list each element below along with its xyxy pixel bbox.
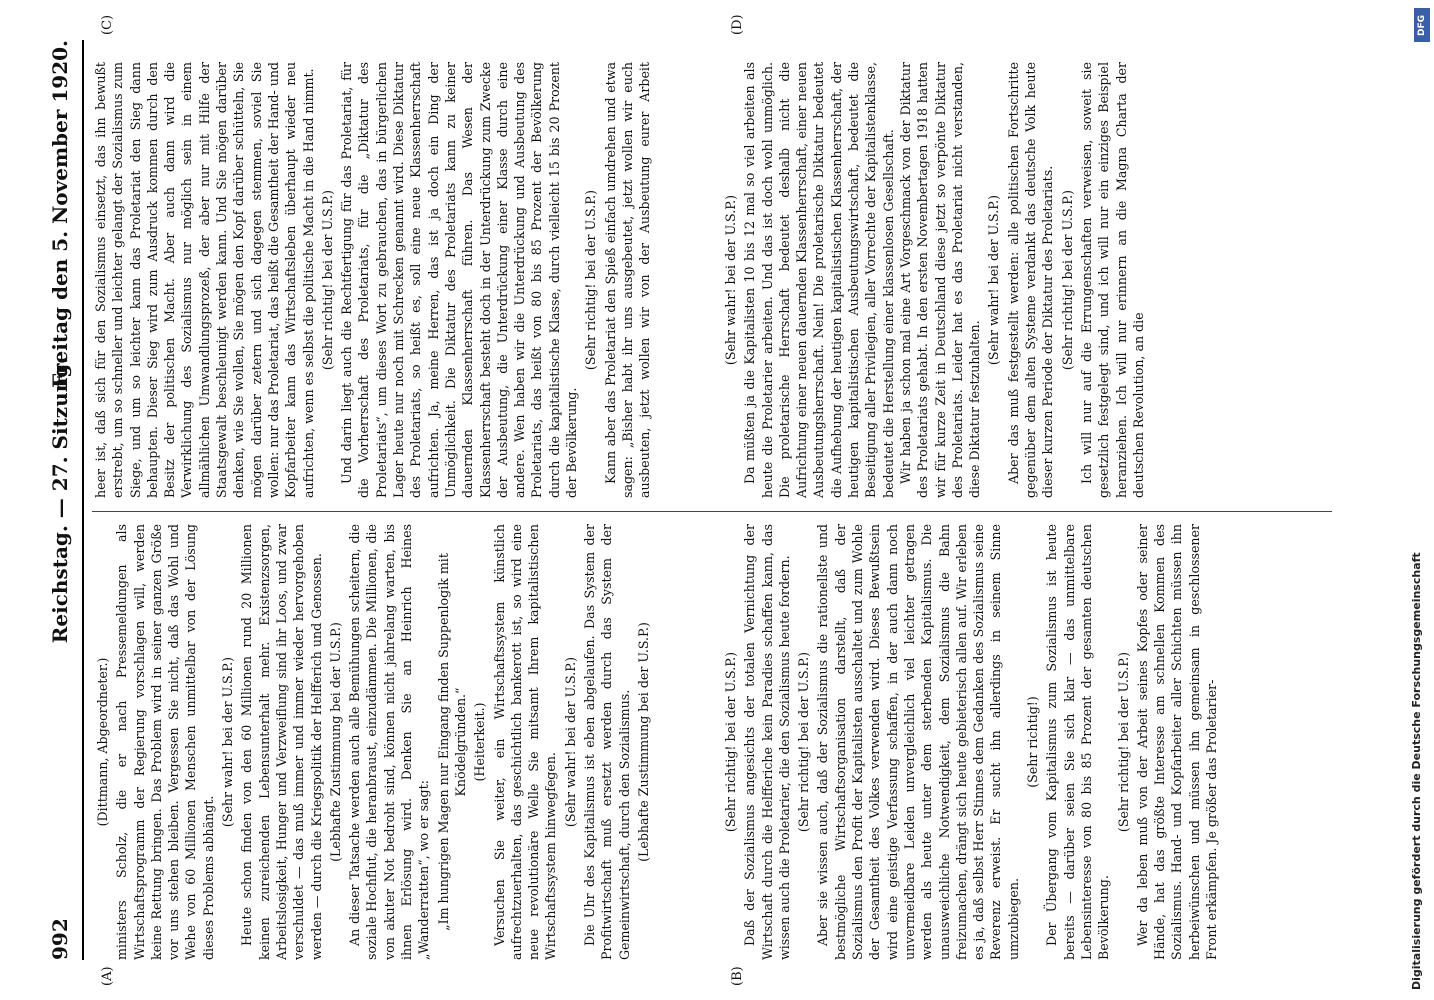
paragraph: Wer da leben muß von der Arbeit seines Kopfes oder seiner Hände, hat das größte Interesse am schnellen Kommen des Sozialismus. Hand- und Kopfarbeiter aller Schichten müssen ihn herbeiwünschen und müssen ihn gemeinsam in geschlossener Front erkämpfen. Je größer das Proletarier-: [1134, 524, 1220, 960]
interjection: (Sehr wahr! bei der U.S.P.): [562, 656, 578, 828]
paragraph: Kann aber das Proletariat den Spieß einfach umdrehen und etwa sagen: „Bisher habt ihr uns ausgebeutet, jetzt wollen wir euch ausbeuten, jetzt wollen wir von der Ausbeutung eurer Arbeit: [602, 62, 652, 498]
interjection: (Lebhafte Zustimmung bei der U.S.P.): [327, 622, 343, 862]
paragraph: Aber das muß festgestellt werden: alle politischen Fortschritte gegenüber dem alten Systeme verdankt das deutsche Volk heute dieser kurzen Periode der Diktatur des Proletariats.: [1005, 62, 1056, 498]
session-title: Reichstag. — 27. Sitzung.: [48, 356, 72, 644]
paragraph: Daß der Sozialismus angesichts der totalen Vernichtung der Wirtschaft durch die Helfferiche kein Paradies schaffen kann, das wissen auch die Proletarier, die den Sozialismus heute fordern.: [742, 524, 792, 960]
paragraph: Der Übergang vom Kapitalismus zum Sozialismus ist heute bereits — darüber seien Sie sich klar — das unmittelbare Lebensinteresse von 80 bis 85 Prozent der gesamten deutschen Bevölkerung.: [1044, 524, 1112, 960]
paragraph: ministers Scholz, die er nach Pressemeldungen als Wirtschaftsprogramm der Regierung vorschlagen will, werden keine Rettung bringen. Das Problem wird in seiner ganzen Größe vor uns stehen bleiben. Vergessen Sie nicht, daß das Wohl und Wehe von 60 Millionen Menschen unmittelbar von der Lösung dieses Problems abhängt.: [114, 524, 216, 960]
margin-marker-a: (A): [100, 966, 115, 986]
margin-marker-c: (C): [100, 14, 115, 35]
quotation: „Im hungrigen Magen nur Eingang finden Suppenlogik mit Knödelgründen.“: [435, 553, 468, 931]
right-column-bottom: [720, 62, 1280, 498]
digitization-note: Digitalisierung gefördert durch die Deutsche Forschungsgemeinschaft: [1410, 552, 1423, 990]
rotated-newspaper-page: [30, 14, 1350, 986]
paragraph: Wir haben ja schon mal eine Art Vorgeschmack von der Diktatur des Proletariats gehabt. In den ersten Novembertagen 1918 hatten wir für kurze Zeit in Deutschland diese jetzt so verpönte Diktatur des Proletariats. Leider hat es das Proletariat nicht verstanden, diese Diktatur festzuhalten.: [897, 62, 983, 498]
page-number: 992: [48, 918, 72, 960]
interjection: (Sehr wahr! bei der U.S.P.): [723, 194, 738, 366]
interjection: (Sehr richtig! bei der U.S.P.): [1059, 189, 1075, 371]
speaker-line: (Dittmann, Abgeordneter.): [95, 657, 110, 827]
column-divider: [92, 511, 1332, 512]
paragraph: An dieser Tatsache werden auch alle Bemühungen scheitern, die soziale Hochflut, die heranbraust, einzudämmen. Die Millionen, die von akuter Not bedroht sind, können nicht jahrelang warten, bis ihnen Erlösung wird. Denken Sie an Heinrich Heines „Wanderratten“, wo er sagt:: [347, 524, 432, 960]
interjection: (Sehr wahr! bei der U.S.P.): [986, 194, 1002, 366]
paragraph: Heute schon finden von den 60 Millionen rund 20 Millionen keinen zureichenden Lebensunterhalt mehr. Existenzsorgen, Arbeitslosigkeit, Hunger und Verzweiflung sind ihr Loos, und zwar verschuldet — das muß immer und immer wieder hervorgehoben werden — durch die Kriegspolitik der Helfferich und Genossen.: [239, 524, 324, 960]
paragraph: Da müßten ja die Kapitalisten 10 bis 12 mal so viel arbeiten als heute die Proletarier arbeiten. Und das ist doch wohl unmöglich. Die proletarische Herrschaft bedeutet deshalb nicht die Aufrichtung einer neuen dauernden Klassenherrschaft, einer neuen Ausbeutungsherrschaft. Nein! Die proletarische Diktatur bedeutet die Aufhebung der heutigen kapitalistischen Klassenherrschaft, der heutigen kapitalistischen Ausbeutungswirtschaft, bedeutet die Beseitigung aller Privilegien, aller Vorrechte der Kapitalistenklasse, bedeutet die Herstellung einer klassenlosen Gesellschaft.: [742, 62, 896, 498]
paragraph: Ich will nur auf die Errungenschaften verweisen, soweit sie gesetzlich festgelegt sind, und ich will nur ein einziges Beispiel heranziehen. Ich will nur erinnern an die Magna Charta der deutschen Revolution, an die: [1078, 62, 1146, 498]
page-header: [38, 40, 84, 960]
session-date: Freitag den 5. November 1920.: [48, 40, 72, 388]
interjection: (Sehr richtig!): [1025, 696, 1041, 788]
left-column-top: [92, 524, 652, 960]
interjection: (Lebhafte Zustimmung bei der U.S.P.): [635, 622, 651, 862]
dfg-logo: DFG: [1414, 8, 1430, 42]
margin-marker-b: (B): [730, 966, 745, 986]
paragraph: Versuchen Sie weiter, ein Wirtschaftssystem künstlich aufrechtzuerhalten, das geschichtlich bankerott ist, so wird eine neue revolutionäre Welle Sie mitsamt Ihrem kapitalistischen Wirtschaftssystem hinwegfegen.: [491, 524, 559, 960]
margin-marker-d: (D): [730, 14, 745, 35]
interjection: (Heiterkeit.): [472, 702, 488, 782]
paragraph: Die Uhr des Kapitalismus ist eben abgelaufen. Das System der Profitwirtschaft muß ersetzt werden durch das System der Gemeinwirtschaft, durch den Sozialismus.: [582, 524, 632, 960]
interjection: (Sehr richtig! bei der U.S.P.): [796, 651, 812, 833]
interjection: (Sehr richtig! bei der U.S.P.): [1115, 651, 1131, 833]
interjection: (Sehr richtig! bei der U.S.P.): [319, 189, 335, 371]
paragraph: heer ist, daß sich für den Sozialismus einsetzt, das ihn bewußt erstrebt, um so schneller und leichter gelangt der Sozialismus zum Siege, und um so leichter kann das Proletariat den Sieg dann behaupten. Dieser Sieg wird zum Ausdruck kommen durch den Besitz der politischen Macht. Aber auch dann wird die Verwirklichung des Sozialismus nur möglich sein in einem allmählichen Umwandlungsprozeß, der aber nur mit Hilfe der Staatsgewalt beschleunigt werden kann. Und Sie mögen darüber denken, wie Sie wollen, Sie mögen den Kopf darüber schütteln, Sie mögen darüber zetern und sich dagegen stemmen, soviel Sie wollen: nur das Proletariat, das heißt die Gesamtheit der Hand- und Kopfarbeiter kann das Wirtschaftsleben überhaupt wieder neu aufrichten, wenn es selbst die politische Macht in die Hand nimmt.: [93, 62, 316, 498]
interjection: (Sehr wahr! bei der U.S.P.): [220, 656, 236, 828]
interjection: (Sehr richtig! bei der U.S.P.): [583, 189, 599, 371]
interjection: (Sehr richtig! bei der U.S.P.): [723, 651, 738, 833]
paragraph: Aber sie wissen auch, daß der Sozialismus die rationellste und bestmögliche Wirtschaftsorganisation darstellt, daß der Sozialismus den Profit der Kapitalisten ausschaltet und zum Wohle der Gesamtheit des Volkes verwenden wird. Dieses Bewußtsein wird eine geistige Verfassung schaffen, in der auch dann noch unvermeidbare Leiden unvergleichlich viel leichter getragen werden als heute unter dem sterbenden Kapitalismus. Die unausweichliche Notwendigkeit, dem Sozialismus die Bahn freizumachen, drängt sich heute gebieterisch allen auf. Wir erleben es ja, daß selbst Herr Stinnes dem Gedanken des Sozialismus seine Reverenz erweist. Er sucht ihn allerdings in seinem Sinne umzubiegen.: [815, 524, 1021, 960]
left-column-bottom: [720, 524, 1280, 960]
right-column-top: [92, 62, 652, 498]
paragraph: Und darin liegt auch die Rechtfertigung für das Proletariat, für die Vorherrschaft des Proletariats, für die „Diktatur des Proletariats“, um dieses Wort zu gebrauchen, das in bürgerlichen Lager heute nur noch mit Schrecken genannt wird. Diese Diktatur des Proletariats, so heißt es, soll eine neue Klassenherrschaft aufrichten. Ja, meine Herren, das ist ja doch ein Ding der Unmöglichkeit. Die Diktatur des Proletariats kann zu keiner dauernden Klassenherrschaft führen. Das Wesen der Klassenherrschaft besteht doch in der Unterdrückung zum Zwecke der Ausbeutung, die Unterdrückung einer Klasse durch eine andere. Wen haben wir die Unterdrückung und Ausbeutung des Proletariats, das heißt von 80 bis 85 Prozent der Bevölkerung durch die kapitalistische Klasse, durch vielleicht 15 bis 20 Prozent der Bevölkerung.: [339, 62, 580, 498]
